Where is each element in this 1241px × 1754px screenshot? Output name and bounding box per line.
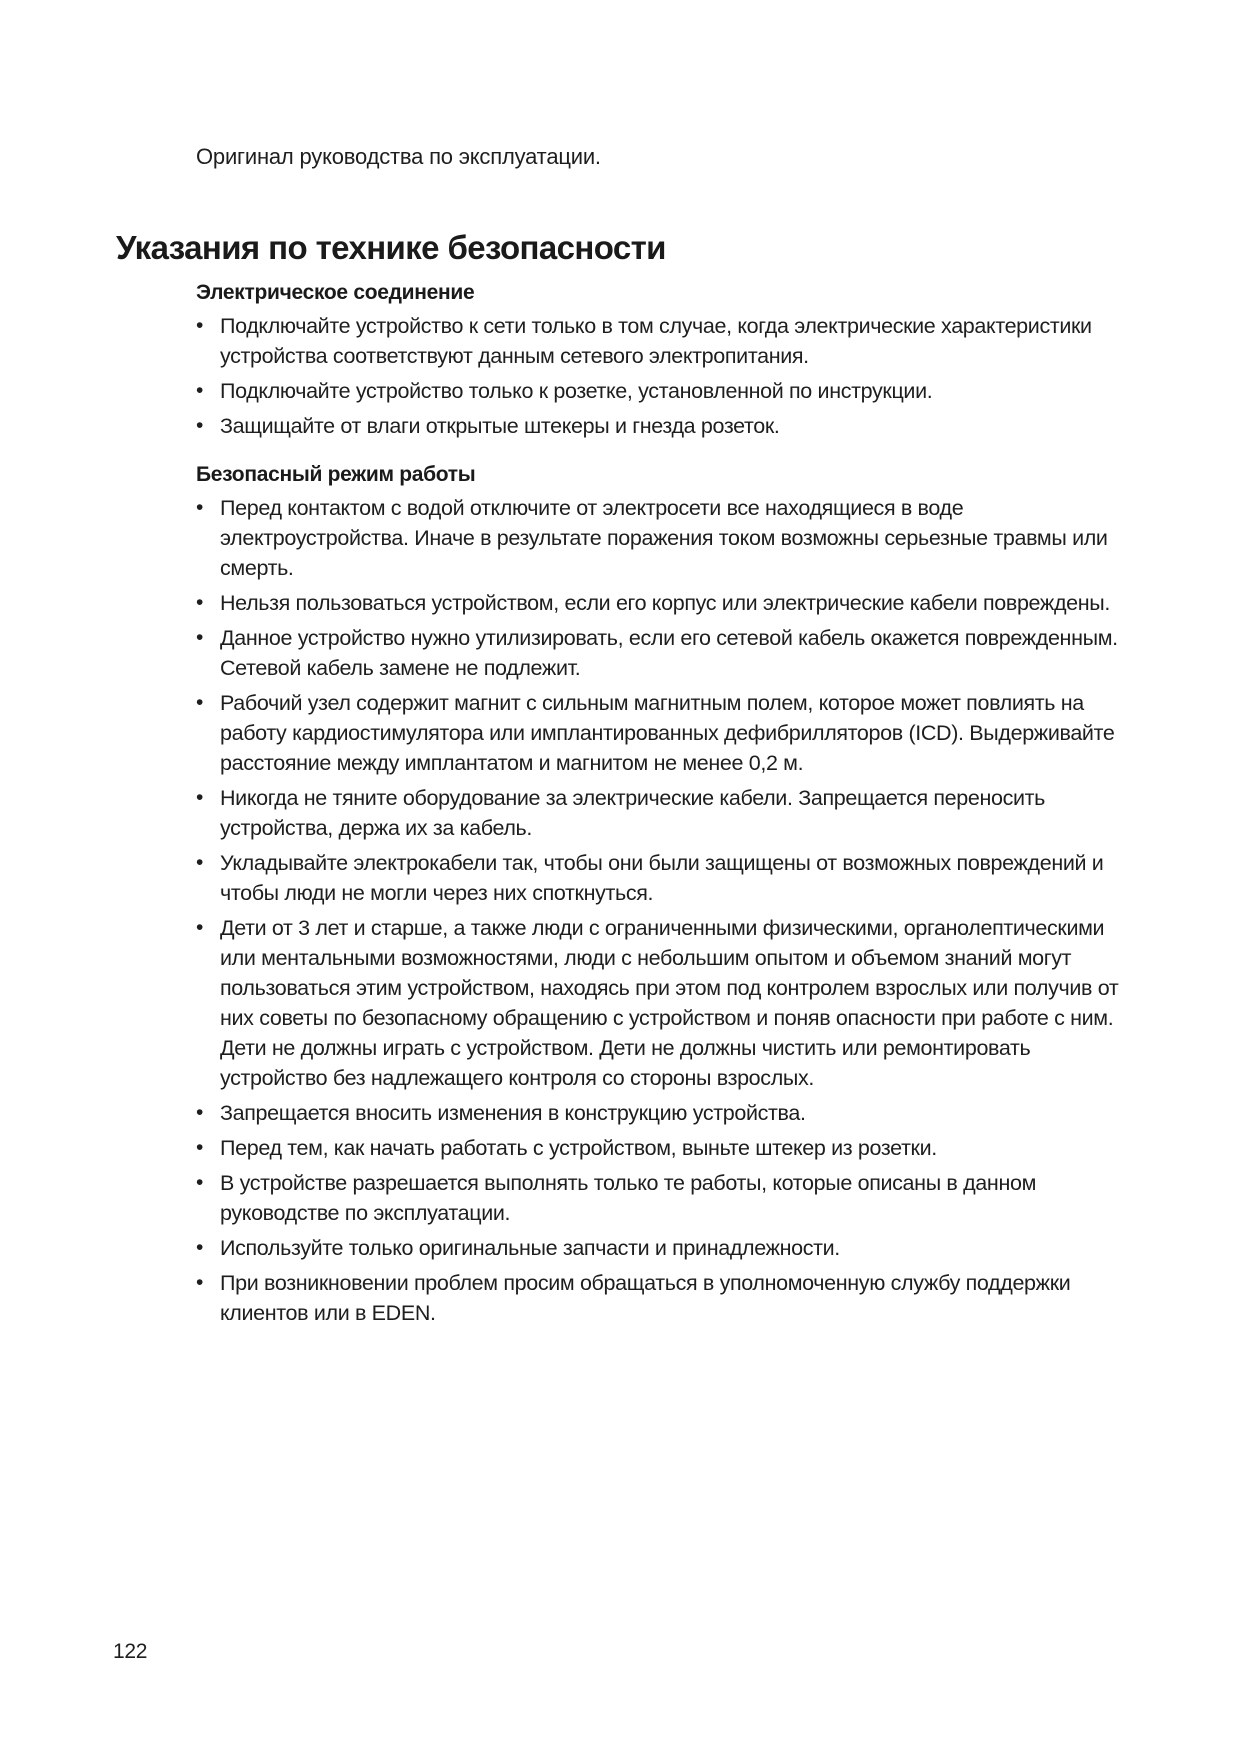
bullet-icon: •	[196, 851, 204, 874]
bullet-icon: •	[196, 379, 204, 402]
bullet-icon: •	[196, 591, 204, 614]
bullet-item	[196, 493, 1126, 583]
bullet-icon: •	[196, 786, 204, 809]
bullet-item	[196, 588, 1126, 618]
bullet-item	[196, 1168, 1126, 1228]
bullet-text: Перед контактом с водой отключите от электросети все находящиеся в воде электроустройства. Иначе в результате поражения током возможны серьезные травмы или смерть.	[220, 496, 1108, 580]
subsection-safe-operation	[196, 460, 1126, 1328]
bullet-text: Перед тем, как начать работать с устройством, выньте штекер из розетки.	[220, 1136, 937, 1160]
bullet-item	[196, 376, 1126, 406]
bullet-text: Запрещается вносить изменения в конструкцию устройства.	[220, 1101, 806, 1125]
bullet-list	[196, 311, 1126, 441]
bullet-item	[196, 1133, 1126, 1163]
bullet-text: Рабочий узел содержит магнит с сильным магнитным полем, которое может повлиять на работу кардиостимулятора или имплантированных дефибрилляторов (ICD). Выдерживайте расстояние между имплантатом и магнитом не менее 0,2 м.	[220, 691, 1115, 775]
safety-content	[196, 278, 1126, 1333]
bullet-icon: •	[196, 1171, 204, 1194]
bullet-item	[196, 848, 1126, 908]
bullet-item	[196, 311, 1126, 371]
bullet-text: При возникновении проблем просим обращаться в уполномоченную службу поддержки клиентов или в EDEN.	[220, 1271, 1071, 1325]
bullet-text: Подключайте устройство только к розетке, установленной по инструкции.	[220, 379, 933, 403]
section-title: Указания по технике безопасности	[116, 229, 666, 266]
bullet-item	[196, 1233, 1126, 1263]
bullet-text: Защищайте от влаги открытые штекеры и гнезда розеток.	[220, 414, 780, 438]
subsection-title: Электрическое соединение	[196, 281, 475, 304]
bullet-text: Подключайте устройство к сети только в том случае, когда электрические характеристики устройства соответствуют данным сетевого электропитания.	[220, 314, 1092, 368]
bullet-icon: •	[196, 314, 204, 337]
bullet-text: Укладывайте электрокабели так, чтобы они были защищены от возможных повреждений и чтобы люди не могли через них споткнуться.	[220, 851, 1104, 905]
bullet-text: Нельзя пользоваться устройством, если его корпус или электрические кабели повреждены.	[220, 591, 1111, 615]
bullet-icon: •	[196, 691, 204, 714]
bullet-text: Данное устройство нужно утилизировать, если его сетевой кабель окажется поврежденным. Сетевой кабель замене не подлежит.	[220, 626, 1118, 680]
bullet-text: Никогда не тяните оборудование за электрические кабели. Запрещается переносить устройства, держа их за кабель.	[220, 786, 1046, 840]
bullet-item	[196, 1268, 1126, 1328]
bullet-icon: •	[196, 414, 204, 437]
bullet-icon: •	[196, 916, 204, 939]
bullet-icon: •	[196, 496, 204, 519]
bullet-item	[196, 411, 1126, 441]
bullet-text: В устройстве разрешается выполнять только те работы, которые описаны в данном руководстве по эксплуатации.	[220, 1171, 1037, 1225]
bullet-icon: •	[196, 626, 204, 649]
subsection-electrical-connection	[196, 278, 1126, 441]
bullet-text: Дети от 3 лет и старше, а также люди с ограниченными физическими, органолептическими или ментальными возможностями, люди с небольшим опытом и объемом знаний могут пользоваться этим устройством, находясь при этом под контролем взрослых или получив от них советы по безопасному обращению с устройством и поняв опасности при работе с ним. Дети не должны играть с устройством. Дети не должны чистить или ремонтировать устройство без надлежащего контроля со стороны взрослых.	[220, 916, 1119, 1090]
bullet-icon: •	[196, 1136, 204, 1159]
bullet-item	[196, 783, 1126, 843]
bullet-item	[196, 913, 1126, 1093]
bullet-icon: •	[196, 1236, 204, 1259]
bullet-item	[196, 623, 1126, 683]
bullet-item	[196, 688, 1126, 778]
intro-text: Оригинал руководства по эксплуатации.	[196, 144, 601, 169]
page-number: 122	[113, 1640, 148, 1663]
bullet-icon: •	[196, 1271, 204, 1294]
bullet-text: Используйте только оригинальные запчасти и принадлежности.	[220, 1236, 840, 1260]
bullet-item	[196, 1098, 1126, 1128]
bullet-icon: •	[196, 1101, 204, 1124]
bullet-list	[196, 493, 1126, 1328]
subsection-title: Безопасный режим работы	[196, 463, 476, 486]
